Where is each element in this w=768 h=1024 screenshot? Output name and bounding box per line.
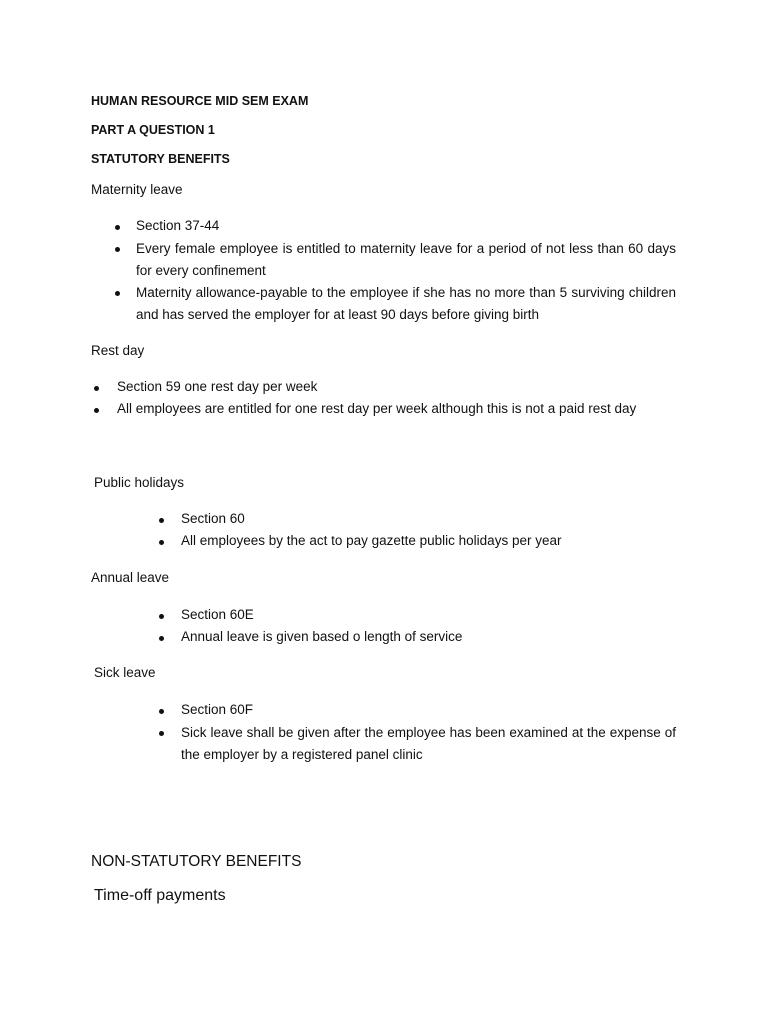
time-off-heading: Time-off payments bbox=[94, 887, 226, 904]
rest-day-heading: Rest day bbox=[91, 343, 145, 358]
part-label: PART A QUESTION 1 bbox=[91, 123, 215, 137]
rest-day-item: All employees are entitled for one rest day per week although this is not a paid rest day bbox=[117, 401, 637, 416]
annual-leave-item: Section 60E bbox=[181, 607, 254, 622]
bullet-icon bbox=[159, 636, 164, 641]
document-title: HUMAN RESOURCE MID SEM EXAM bbox=[91, 94, 309, 108]
maternity-item: Section 37-44 bbox=[136, 218, 220, 233]
bullet-icon bbox=[115, 225, 120, 230]
sick-leave-heading: Sick leave bbox=[94, 665, 156, 680]
bullet-icon bbox=[115, 247, 120, 252]
non-statutory-heading: NON-STATUTORY BENEFITS bbox=[91, 853, 302, 870]
public-holidays-item: Section 60 bbox=[181, 511, 245, 526]
bullet-icon bbox=[159, 731, 164, 736]
section-heading: STATUTORY BENEFITS bbox=[91, 152, 230, 166]
rest-day-item: Section 59 one rest day per week bbox=[117, 379, 318, 394]
bullet-icon bbox=[159, 518, 164, 523]
sick-leave-item: Section 60F bbox=[181, 702, 254, 717]
bullet-icon bbox=[159, 540, 164, 545]
annual-leave-heading: Annual leave bbox=[91, 570, 170, 585]
sick-leave-item: Sick leave shall be given after the employee has been examined at the expense of the employer by a registered panel clinic bbox=[181, 725, 676, 762]
public-holidays-item: All employees by the act to pay gazette public holidays per year bbox=[181, 533, 562, 548]
bullet-icon bbox=[94, 408, 99, 413]
annual-leave-item: Annual leave is given based o length of service bbox=[181, 629, 463, 644]
bullet-icon bbox=[94, 386, 99, 391]
public-holidays-heading: Public holidays bbox=[94, 475, 185, 490]
maternity-heading: Maternity leave bbox=[91, 182, 183, 197]
bullet-icon bbox=[159, 614, 164, 619]
bullet-icon bbox=[159, 709, 164, 714]
maternity-item: Maternity allowance-payable to the employee if she has no more than 5 surviving children and has served the employer for at least 90 days before giving birth bbox=[136, 285, 676, 322]
bullet-icon bbox=[115, 291, 120, 296]
maternity-item: Every female employee is entitled to maternity leave for a period of not less than 60 days for every confinement bbox=[136, 241, 676, 278]
